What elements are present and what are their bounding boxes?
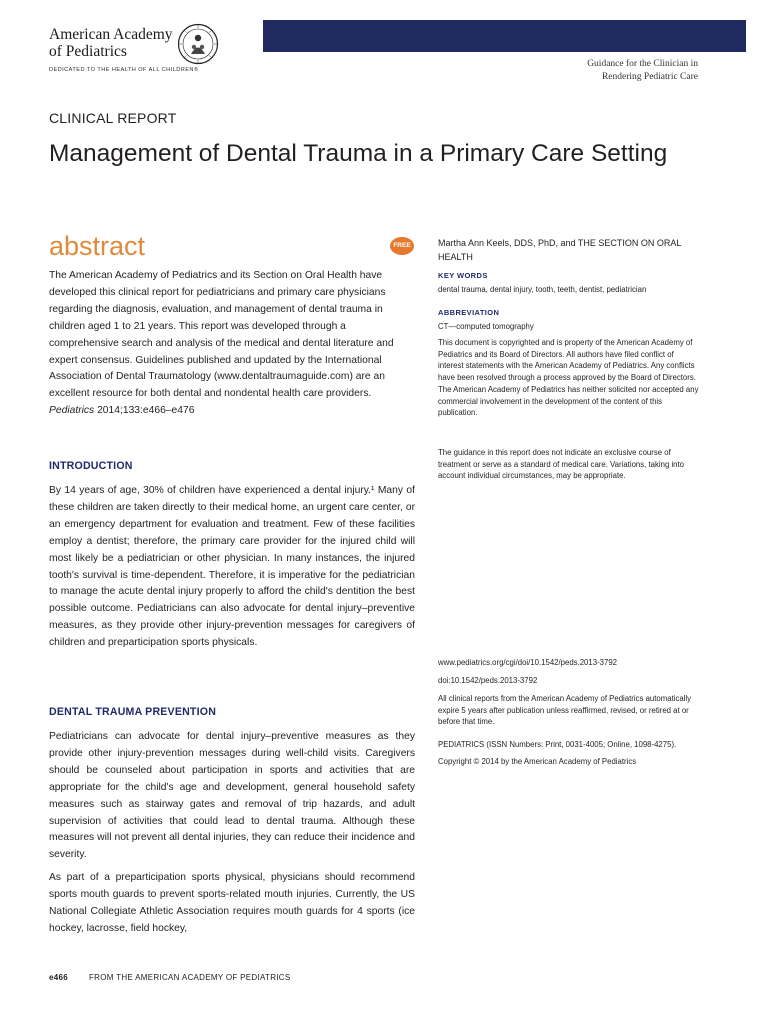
section-heading-prevention: DENTAL TRAUMA PREVENTION — [49, 706, 217, 718]
guidance-notice: The guidance in this report does not indicate an exclusive course of treatment or serve as a standard of medical care. Variations, taking into account individual circumstances, may be appropriate. — [438, 448, 685, 481]
org-tagline: DEDICATED TO THE HEALTH OF ALL CHILDREN® — [49, 67, 199, 73]
doi-text: doi:10.1542/peds.2013-3792 — [438, 676, 538, 685]
introduction-paragraph: By 14 years of age, 30% of children have experienced a dental injury.¹ Many of these children are taken directly to their medical home, an urgent care center, or an emergency department for evaluation and treatment. Few of these facilities employ a dentist; therefore, the primary care provider for the injured child will most likely be a pediatrician or other physician. In many instances, the injured tooth's survival is time-dependent. Therefore, it is imperative for the pediatrician to manage the acute dental injury properly to afford the child's dentition the best possible outcome. Pediatricians can also advocate for dental injury–preventive measures, as they provide other injury-prevention messages for caregivers of children and preparticipation sports physicals. — [49, 485, 415, 649]
abbreviation-text: CT—computed tomography — [438, 322, 534, 331]
aap-logo-wordmark — [49, 26, 173, 60]
free-access-badge: FREE — [390, 237, 414, 255]
prevention-paragraph-2: As part of a preparticipation sports physical, physicians should recommend sports mouth guards to prevent sports-related mouth injuries. Currently, the US National Collegiate Athletic Association requires mouth guards for 4 sports (ice hockey, lacrosse, field hockey, — [49, 872, 415, 934]
introduction-section — [49, 483, 415, 652]
keywords-heading: KEY WORDS — [438, 271, 488, 280]
expiry-notice: All clinical reports from the American Academy of Pediatrics automatically expire 5 years after publication unless reaffirmed, revised, or retired at or before that time. — [438, 694, 692, 727]
footer-source: FROM THE AMERICAN ACADEMY OF PEDIATRICS — [89, 973, 291, 982]
guidance-line1: Guidance for the Clinician in — [587, 59, 698, 69]
abstract-heading: abstract — [49, 231, 146, 261]
copyright-notice: This document is copyrighted and is property of the American Academy of Pediatrics and its Board of Directors. All authors have filed conflict of interest statements with the American Academy of Pediatrics. Any conflicts have been resolved through a process approved by the Board of Directors. The American Academy of Pediatrics has neither solicited nor accepted any commercial involvement in the development of the content of this publication. — [438, 338, 699, 418]
copyright-line: Copyright © 2014 by the American Academy of Pediatrics — [438, 757, 637, 766]
report-type-label: CLINICAL REPORT — [49, 110, 177, 126]
abbreviation-heading: ABBREVIATION — [438, 308, 500, 317]
section-heading-introduction: INTRODUCTION — [49, 460, 133, 472]
article-url-link[interactable]: www.pediatrics.org/cgi/doi/10.1542/peds.2013-3792 — [438, 658, 618, 667]
aap-seal-icon — [177, 23, 219, 65]
page-number: e466 — [49, 973, 68, 982]
abstract-body — [49, 268, 415, 420]
issn-text: PEDIATRICS (ISSN Numbers: Print, 0031-4005; Online, 1098-4275). — [438, 740, 677, 749]
prevention-paragraph-1: Pediatricians can advocate for dental injury–preventive measures as they provide other injury-prevention messages during well-child visits. Caregivers should be counseled about participation in sports and activities that are appropriate for the child's age and development, general household safety measures such as stairway gates and removal of trip hazards, and adult supervision of activities that could lead to dental trauma. Although these measures will not prevent all dental injuries, they can reduce their incidence and severity. — [49, 731, 415, 861]
guidance-line2: Rendering Pediatric Care — [601, 72, 698, 82]
prevention-section — [49, 729, 415, 938]
header-banner — [263, 20, 746, 52]
org-name-line2: of Pediatrics — [49, 43, 127, 60]
citation-journal: Pediatrics — [49, 405, 95, 417]
citation-details: 2014;133:e466–e476 — [94, 405, 195, 417]
author-list: Martha Ann Keels, DDS, PhD, and THE SECTION ON ORAL HEALTH — [438, 238, 682, 262]
guidance-note — [478, 58, 698, 84]
abstract-text: The American Academy of Pediatrics and its Section on Oral Health have developed this clinical report for pediatricians and primary care physicians regarding the diagnosis, evaluation, and management of dental trauma in children aged 1 to 21 years. This report was developed through a comprehensive search and analysis of the medical and dental literature and expert consensus. Guidelines published and updated by the International Association of Dental Traumatology (www.dentaltraumaguide.com) are an excellent resource for both dental and nondental health care providers. — [49, 270, 394, 400]
article-title: Management of Dental Trauma in a Primary Care Setting — [49, 140, 668, 167]
org-name-line1: American Academy — [49, 26, 173, 43]
abstract-paragraph — [49, 268, 415, 420]
keywords-list: dental trauma, dental injury, tooth, teeth, dentist, pediatrician — [438, 285, 647, 294]
